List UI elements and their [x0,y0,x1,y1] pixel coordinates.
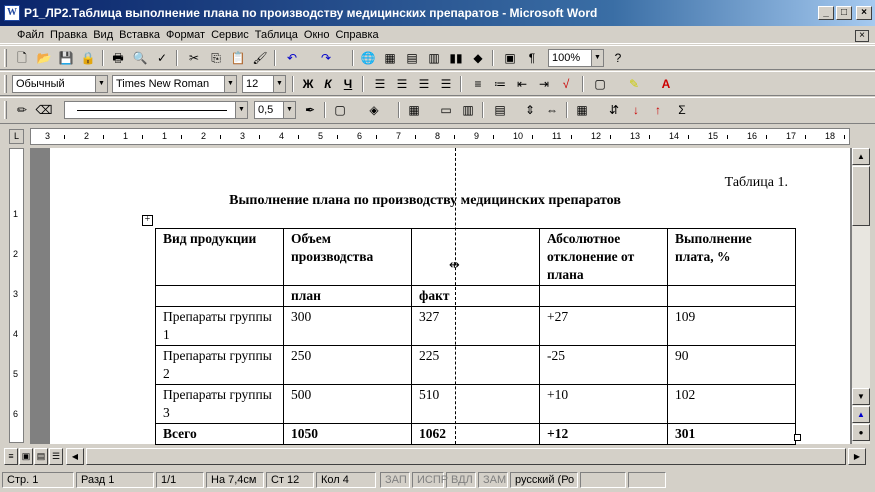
separator [582,76,584,92]
ruler-number: 11 [552,131,562,141]
decrease-indent-icon[interactable]: ⇤ [516,77,528,91]
header-cell[interactable]: Объем производства [284,229,412,286]
ruler-number: 16 [747,131,758,141]
tab-selector-icon[interactable]: L [9,129,24,144]
normal-view-icon[interactable]: ≡ [4,448,18,465]
ruler-tick [181,135,182,139]
ruler-tick [454,135,455,139]
scroll-down-icon[interactable]: ▼ [852,388,870,405]
separator [292,76,294,92]
menu-file[interactable]: Файл [17,29,45,41]
status-line[interactable]: Ст 12 [266,472,314,488]
redo-icon[interactable]: ↷ [320,51,332,65]
font-size-select[interactable]: 12 ▼ [242,75,286,93]
table-cell[interactable]: 90 [668,346,796,385]
window-title: P1_ЛР2.Таблица выполнение плана по производству медицинских препаратов - Microsoft Word [24,6,598,20]
menu-view[interactable]: Вид [93,29,114,41]
resize-cursor-icon: ⇹ [449,258,460,273]
select-browse-object-icon[interactable]: ● [852,424,870,441]
status-bar [0,469,875,491]
separator [482,102,484,118]
separator [352,50,354,66]
table-move-handle[interactable]: + [142,215,153,226]
table-cell[interactable]: 250 [284,346,412,385]
table-cell[interactable]: 225 [412,346,540,385]
ruler-tick [142,135,143,139]
bold-button[interactable]: Ж [302,77,314,91]
insert-table-icon[interactable]: ▦ [408,103,420,117]
separator [102,50,104,66]
highlight-icon[interactable]: ✎ [628,77,640,91]
subheader-cell[interactable] [668,286,796,307]
table-cell[interactable]: 109 [668,307,796,346]
increase-indent-icon[interactable]: ⇥ [538,77,550,91]
zoom-select[interactable]: 100% ▼ [548,49,604,67]
ruler-tick [298,135,299,139]
word-doc-icon[interactable]: W [4,5,20,21]
status-spelling[interactable] [580,472,626,488]
menu-window[interactable]: Окно [303,29,330,41]
title-bar [0,0,875,26]
ruler-tick [649,135,650,139]
ruler-tick [376,135,377,139]
status-extend[interactable]: ВДЛ [446,472,476,488]
subheader-cell[interactable] [156,286,284,307]
ruler-tick [493,135,494,139]
table-cell[interactable]: 301 [668,424,796,445]
permission-icon[interactable]: 🔒 [80,51,96,65]
document-page[interactable] [50,148,850,444]
chevron-down-icon[interactable]: ▼ [224,76,236,92]
symbol-icon[interactable]: √ [562,77,570,91]
split-cells-icon[interactable]: ▥ [462,103,474,117]
table-cell[interactable]: +27 [540,307,668,346]
previous-page-icon[interactable]: ▲ [852,406,870,423]
ruler-number: 3 [13,289,19,299]
status-record[interactable]: ЗАП [380,472,410,488]
autosum-icon[interactable]: Σ [678,103,686,117]
separator [566,102,568,118]
shading-color-icon[interactable]: ◈ [369,103,379,117]
table-cell[interactable]: Препараты группы 2 [156,346,284,385]
table-total-row [156,424,796,445]
undo-icon[interactable]: ↶ [286,51,298,65]
ruler-number: 5 [318,131,324,141]
chevron-down-icon[interactable]: ▼ [235,102,247,118]
separator [324,102,326,118]
ruler-tick [688,135,689,139]
underline-button[interactable]: Ч [343,77,353,91]
subheader-cell[interactable] [540,286,668,307]
menu-tools[interactable]: Сервис [211,29,249,41]
print-layout-icon[interactable]: ▤ [34,448,48,465]
format-painter-icon[interactable]: 🖌 [252,51,268,65]
insert-excel-icon[interactable]: ▥ [428,51,440,65]
separator [492,50,494,66]
paste-icon[interactable]: 📋 [230,51,246,65]
ruler-tick [766,135,767,139]
outline-view-icon[interactable]: ☰ [49,448,63,465]
subheader-cell[interactable]: факт [412,286,540,307]
ruler-tick [337,135,338,139]
maximize-button[interactable]: □ [836,6,852,20]
draw-table-icon[interactable]: ✏ [16,103,28,117]
columns-icon[interactable]: ▮▮ [449,51,463,65]
menu-bar [0,26,875,44]
outside-border-icon[interactable]: ▢ [334,103,346,117]
table-cell[interactable]: -25 [540,346,668,385]
subheader-cell[interactable]: план [284,286,412,307]
merge-cells-icon[interactable]: ▭ [440,103,452,117]
minimize-button[interactable]: _ [818,6,834,20]
ruler-number: 1 [123,131,129,141]
doc-close-icon[interactable]: × [855,30,869,42]
open-icon[interactable]: 📂 [36,51,52,65]
tables-toolbar [0,97,875,124]
status-overtype[interactable]: ЗАМ [478,472,508,488]
horizontal-ruler[interactable] [30,128,850,145]
table-resize-handle[interactable] [794,434,801,441]
ruler-number: 3 [240,131,246,141]
ruler-number: 5 [13,369,19,379]
ruler-tick [64,135,65,139]
table-row [156,346,796,385]
chevron-down-icon[interactable]: ▼ [273,76,285,92]
ruler-tick [805,135,806,139]
scroll-up-icon[interactable]: ▲ [852,148,870,165]
table-cell[interactable]: 1062 [412,424,540,445]
borders-icon[interactable]: ▢ [594,77,606,91]
ruler-number: 6 [13,409,19,419]
drawing-icon[interactable]: ◆ [473,51,483,65]
menu-format[interactable]: Формат [166,29,206,41]
web-view-icon[interactable]: ▣ [19,448,33,465]
status-pages[interactable]: 1/1 [156,472,204,488]
table-cell[interactable]: 1050 [284,424,412,445]
chevron-down-icon[interactable]: ▼ [95,76,107,92]
text-direction-icon[interactable]: ⇵ [608,103,620,117]
print-icon[interactable]: 🖶 [112,51,124,65]
copy-icon[interactable]: ⎘ [211,51,221,65]
ruler-number: 8 [435,131,441,141]
ruler-number: 14 [669,131,680,141]
table-cell[interactable]: 102 [668,385,796,424]
bullets-icon[interactable]: ≔ [494,77,506,91]
border-color-icon[interactable]: ✒ [304,103,316,117]
separator [274,50,276,66]
scroll-left-icon[interactable]: ◀ [66,448,84,465]
close-button[interactable]: × [856,6,872,20]
toolbar-grip[interactable] [4,49,7,67]
ruler-number: 4 [279,131,285,141]
toolbar-grip[interactable] [4,101,7,119]
header-cell[interactable]: Вид продукции [156,229,284,286]
tables-borders-icon[interactable]: ▦ [384,51,396,65]
ruler-number: 2 [13,249,19,259]
chevron-down-icon[interactable]: ▼ [591,50,603,66]
line-style-select[interactable] [64,101,248,119]
ruler-tick [727,135,728,139]
menu-insert[interactable]: Вставка [119,29,161,41]
ruler-number: 3 [45,131,51,141]
ruler-tick [220,135,221,139]
ruler-tick [571,135,572,139]
justify-icon[interactable]: ☰ [440,77,452,91]
ruler-number: 9 [474,131,480,141]
show-formatting-icon[interactable]: ¶ [528,51,536,65]
table-cell[interactable]: Препараты группы 3 [156,385,284,424]
eraser-icon[interactable]: ⌫ [35,103,53,117]
insert-table-icon[interactable]: ▤ [406,51,418,65]
menu-edit[interactable]: Правка [50,29,88,41]
scroll-right-icon[interactable]: ▶ [848,448,866,465]
table-row [156,385,796,424]
chevron-down-icon[interactable]: ▼ [283,102,295,118]
status-position[interactable]: На 7,4см [206,472,264,488]
table-caption: Таблица 1. [724,175,788,190]
ruler-tick [532,135,533,139]
formatting-toolbar [0,71,875,96]
ruler-tick [259,135,260,139]
numbering-icon[interactable]: ≡ [474,77,482,91]
save-icon[interactable]: 💾 [58,51,74,65]
menu-table[interactable]: Таблица [254,29,298,41]
table-subheader-row [156,286,796,307]
font-select[interactable]: Times New Roman ▼ [112,75,237,93]
autoformat-icon[interactable]: ▦ [576,103,588,117]
table-cell[interactable]: +12 [540,424,668,445]
ruler-number: 13 [630,131,641,141]
ruler-tick [103,135,104,139]
help-icon[interactable]: ? [614,51,622,65]
separator [460,76,462,92]
ruler-number: 17 [786,131,797,141]
ruler-tick [415,135,416,139]
line-weight-select[interactable]: 0,5 ▼ [254,101,296,119]
ruler-number: 1 [13,209,19,219]
cut-icon[interactable]: ✂ [188,51,200,65]
table-row [156,307,796,346]
header-cell[interactable]: Выполнение плата, % [668,229,796,286]
distribute-rows-icon[interactable]: ⇕ [524,103,536,117]
status-column[interactable]: Кол 4 [316,472,376,488]
ruler-number: 2 [84,131,90,141]
ruler-number: 2 [201,131,207,141]
ruler-number: 18 [825,131,836,141]
table-header-row [156,229,796,286]
status-section[interactable]: Разд 1 [76,472,154,488]
status-page[interactable]: Стр. 1 [2,472,74,488]
table-cell[interactable]: Всего [156,424,284,445]
ruler-number: 10 [513,131,524,141]
new-icon[interactable]: 🗋 [17,51,27,65]
align-center-icon[interactable]: ☰ [396,77,408,91]
production-table[interactable] [155,228,796,445]
ruler-number: 1 [162,131,168,141]
status-track-changes[interactable]: ИСПР [412,472,444,488]
separator [176,50,178,66]
vertical-scrollbar[interactable] [852,148,870,444]
document-map-icon[interactable]: ▣ [504,51,516,65]
ruler-number: 12 [591,131,602,141]
table-cell[interactable]: Препараты группы 1 [156,307,284,346]
column-resize-guide [455,148,456,444]
horizontal-scrollbar[interactable] [0,448,870,466]
sort-ascending-icon[interactable]: ↓ [633,103,639,117]
header-cell[interactable]: Абсолютное отклонение от плана [540,229,668,286]
menu-help[interactable]: Справка [335,29,379,41]
scroll-thumb[interactable] [852,166,870,226]
table-cell[interactable]: +10 [540,385,668,424]
ruler-tick [844,135,845,139]
hyperlink-icon[interactable]: 🌐 [360,51,376,65]
align-right-icon[interactable]: ☰ [418,77,430,91]
ruler-tick [610,135,611,139]
horizontal-scroll-thumb[interactable] [86,448,846,465]
style-select[interactable]: Обычный ▼ [12,75,108,93]
spelling-icon[interactable]: ✓ [156,51,168,65]
line-style-preview [77,110,227,111]
sort-descending-icon[interactable]: ↑ [655,103,661,117]
ruler-number: 7 [396,131,402,141]
print-preview-icon[interactable]: 🔍 [132,51,148,65]
font-color-icon[interactable]: A [661,77,671,91]
table-cell[interactable]: 300 [284,307,412,346]
italic-button[interactable]: К [324,77,332,91]
distribute-columns-icon[interactable]: ⇔ [546,103,558,117]
status-empty [628,472,666,488]
table-cell[interactable]: 500 [284,385,412,424]
header-cell[interactable] [412,229,540,286]
align-cell-icon[interactable]: ▤ [494,103,506,117]
ruler-number: 4 [13,329,19,339]
vertical-ruler[interactable] [9,148,24,443]
separator [362,76,364,92]
standard-toolbar [0,45,875,70]
table-cell[interactable]: 510 [412,385,540,424]
toolbar-grip[interactable] [4,75,7,93]
align-left-icon[interactable]: ☰ [374,77,386,91]
status-language[interactable]: русский (Ро [510,472,578,488]
ruler-number: 15 [708,131,719,141]
document-heading: Выполнение плана по производству медицинских препаратов [229,193,621,208]
ruler-number: 6 [357,131,363,141]
table-cell[interactable]: 327 [412,307,540,346]
separator [398,102,400,118]
